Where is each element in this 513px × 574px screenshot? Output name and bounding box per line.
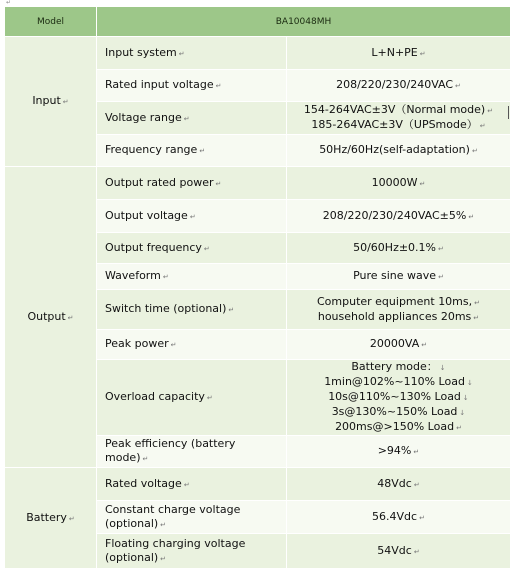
paragraph-mark: ↵ — [419, 49, 426, 58]
spec-value-line — [291, 405, 506, 420]
spec-label-switch-time-optional — [97, 290, 287, 330]
spec-value-text: 185-264VAC±3V（UPSmode） — [311, 118, 478, 131]
spec-value-voltage-range — [287, 102, 511, 135]
paragraph-mark: ↵ — [6, 0, 12, 6]
spec-label-constant-charge-voltage-optional — [97, 501, 287, 534]
paragraph-mark: ↵ — [413, 448, 420, 456]
paragraph-mark: ↵ — [170, 341, 177, 349]
spec-value-line — [291, 295, 506, 310]
spec-value-text: 1min@102%~110% Load — [324, 375, 465, 388]
paragraph-mark: ↵ — [487, 107, 494, 115]
spec-value-text: 208/220/230/240VAC — [336, 78, 454, 91]
paragraph-mark: ↓ — [439, 364, 446, 372]
spec-value-output-voltage — [287, 200, 511, 233]
spec-label-text: Input system — [105, 45, 177, 59]
spec-value-floating-charging-voltage-optional — [287, 534, 511, 569]
spec-value-text: Computer equipment 10ms, — [316, 294, 473, 308]
paragraph-mark: ↵ — [419, 179, 426, 188]
paragraph-mark: ↵ — [183, 480, 190, 489]
paragraph-mark: ↵ — [419, 513, 425, 522]
spec-label-text: Rated voltage — [105, 476, 182, 490]
spec-value-input-system — [287, 37, 511, 70]
paragraph-mark: ↓ — [459, 409, 466, 417]
paragraph-mark: ↵ — [162, 273, 169, 281]
spec-value-switch-time-optional — [287, 290, 511, 330]
spec-label-text: Floating charging voltage (optional) — [105, 536, 246, 564]
paragraph-mark: ↵ — [189, 212, 196, 221]
paragraph-mark: ↵ — [413, 480, 420, 489]
spec-value-text: Pure sine wave — [353, 269, 437, 282]
spec-value-line — [291, 420, 506, 435]
spec-value-rated-input-voltage — [287, 70, 511, 102]
paragraph-mark: ↵ — [228, 306, 235, 314]
spec-value-line — [291, 46, 506, 61]
table-row — [5, 37, 511, 70]
spec-value-text: L+N+PE — [371, 45, 418, 59]
section-label: Input — [32, 94, 61, 107]
spec-label-text: Output rated power — [105, 175, 214, 189]
spec-value-line — [291, 103, 506, 118]
spec-label-voltage-range — [97, 102, 287, 135]
spec-value-line — [291, 269, 506, 284]
spec-value-peak-power — [287, 330, 511, 360]
spec-value-text: 208/220/230/240VAC±5% — [322, 208, 467, 222]
spec-value-line — [291, 337, 506, 352]
table-row — [5, 167, 511, 200]
paragraph-mark: ↵ — [178, 49, 185, 58]
spec-label-peak-efficiency-battery-mode — [97, 436, 287, 468]
spec-value-waveform — [287, 264, 511, 290]
spec-label-rated-voltage — [97, 468, 287, 501]
spec-label-text: Constant charge voltage (optional) — [105, 502, 241, 530]
paragraph-mark: ↵ — [438, 273, 444, 281]
spec-label-text: Peak power — [105, 337, 169, 350]
spec-value-text: 3s@130%~150% Load — [331, 405, 458, 418]
spec-value-text: 50Hz/60Hz(self-adaptation) — [319, 143, 470, 156]
paragraph-mark: ↵ — [474, 298, 481, 307]
text-cursor — [508, 106, 509, 119]
section-label: Output — [27, 309, 66, 323]
section-output — [5, 167, 97, 468]
paragraph-mark: ↵ — [421, 341, 428, 349]
spec-value-line — [291, 544, 506, 559]
spec-value-line — [291, 375, 506, 390]
spec-value-output-rated-power — [287, 167, 511, 200]
spec-label-waveform — [97, 264, 287, 290]
paragraph-mark: ↵ — [215, 82, 222, 90]
spec-value-text: 200ms@>150% Load — [335, 420, 455, 433]
paragraph-mark: ↵ — [160, 554, 167, 563]
paragraph-mark: ↵ — [215, 179, 222, 188]
spec-value-line — [291, 176, 506, 191]
paragraph-mark: ↵ — [479, 122, 486, 130]
spec-label-text: Peak efficiency (battery mode) — [105, 437, 236, 464]
spec-label-text: Output voltage — [105, 208, 188, 222]
paragraph-mark: ↵ — [67, 313, 74, 322]
paragraph-mark: ↓ — [466, 379, 473, 387]
spec-table — [4, 6, 511, 569]
spec-label-output-voltage — [97, 200, 287, 233]
spec-value-line — [291, 444, 506, 459]
spec-value-text: Battery mode： — [351, 360, 438, 373]
paragraph-mark: ↵ — [455, 82, 461, 90]
spec-value-line — [291, 477, 506, 492]
paragraph-mark: ↵ — [456, 424, 462, 432]
section-input — [5, 37, 97, 167]
spec-label-overload-capacity — [97, 360, 287, 436]
spec-value-text: 154-264VAC±3V（Normal mode) — [303, 103, 486, 116]
spec-value-line — [291, 118, 506, 133]
spec-label-text: Waveform — [105, 269, 161, 282]
spec-value-text: >94% — [377, 444, 412, 457]
spec-label-output-rated-power — [97, 167, 287, 200]
spec-value-overload-capacity — [287, 360, 511, 436]
spec-value-line — [291, 78, 506, 93]
spec-value-text: household appliances 20ms — [317, 309, 472, 323]
spec-value-line — [291, 390, 506, 405]
paragraph-mark: ↵ — [471, 147, 478, 155]
spec-value-line — [291, 360, 506, 375]
spec-label-text: Switch time (optional) — [105, 302, 227, 315]
spec-value-line — [291, 143, 506, 158]
paragraph-mark: ↵ — [199, 147, 206, 155]
paragraph-mark: ↵ — [413, 547, 420, 556]
spec-value-output-frequency — [287, 233, 511, 264]
spec-label-input-system — [97, 37, 287, 70]
paragraph-mark: ↵ — [142, 455, 149, 463]
spec-label-rated-input-voltage — [97, 70, 287, 102]
model-value: BA10048MH — [97, 7, 511, 37]
spec-label-text: Rated input voltage — [105, 78, 214, 91]
spec-value-text: 10s@110%~130% Load — [328, 390, 461, 403]
spec-value-text: 48Vdc — [377, 476, 412, 490]
spec-label-text: Overload capacity — [105, 390, 205, 403]
spec-label-text: Voltage range — [105, 110, 182, 124]
paragraph-mark: ↵ — [438, 244, 444, 253]
spec-value-peak-efficiency-battery-mode — [287, 436, 511, 468]
paragraph-mark: ↵ — [160, 520, 167, 529]
table-row — [5, 468, 511, 501]
paragraph-mark: ↵ — [203, 244, 210, 253]
spec-value-line — [291, 310, 506, 325]
paragraph-mark: ↵ — [62, 98, 69, 106]
paragraph-mark: ↵ — [68, 514, 75, 523]
spec-value-text: 10000W — [371, 175, 418, 189]
spec-value-rated-voltage — [287, 468, 511, 501]
paragraph-mark: ↵ — [206, 394, 213, 402]
spec-label-text: Output frequency — [105, 240, 202, 254]
spec-label-output-frequency — [97, 233, 287, 264]
spec-value-frequency-range — [287, 135, 511, 167]
spec-value-line — [291, 510, 506, 525]
header-row — [5, 7, 511, 37]
paragraph-mark: ↓ — [462, 394, 469, 402]
spec-label-frequency-range — [97, 135, 287, 167]
spec-label-floating-charging-voltage-optional — [97, 534, 287, 569]
section-label: Battery — [26, 510, 67, 524]
spec-label-peak-power — [97, 330, 287, 360]
spec-value-constant-charge-voltage-optional — [287, 501, 511, 534]
model-label: Model — [5, 7, 97, 37]
spec-value-line — [291, 209, 506, 224]
spec-value-line — [291, 241, 506, 256]
paragraph-mark: ↵ — [183, 114, 190, 123]
spec-value-text: 56.4Vdc — [372, 509, 418, 523]
paragraph-mark: ↵ — [473, 313, 480, 322]
spec-value-text: 20000VA — [369, 337, 420, 350]
spec-value-text: 50/60Hz±0.1% — [353, 240, 437, 254]
section-battery — [5, 468, 97, 569]
paragraph-mark: ↵ — [468, 212, 475, 221]
spec-label-text: Frequency range — [105, 143, 198, 156]
spec-value-text: 54Vdc — [377, 543, 412, 557]
